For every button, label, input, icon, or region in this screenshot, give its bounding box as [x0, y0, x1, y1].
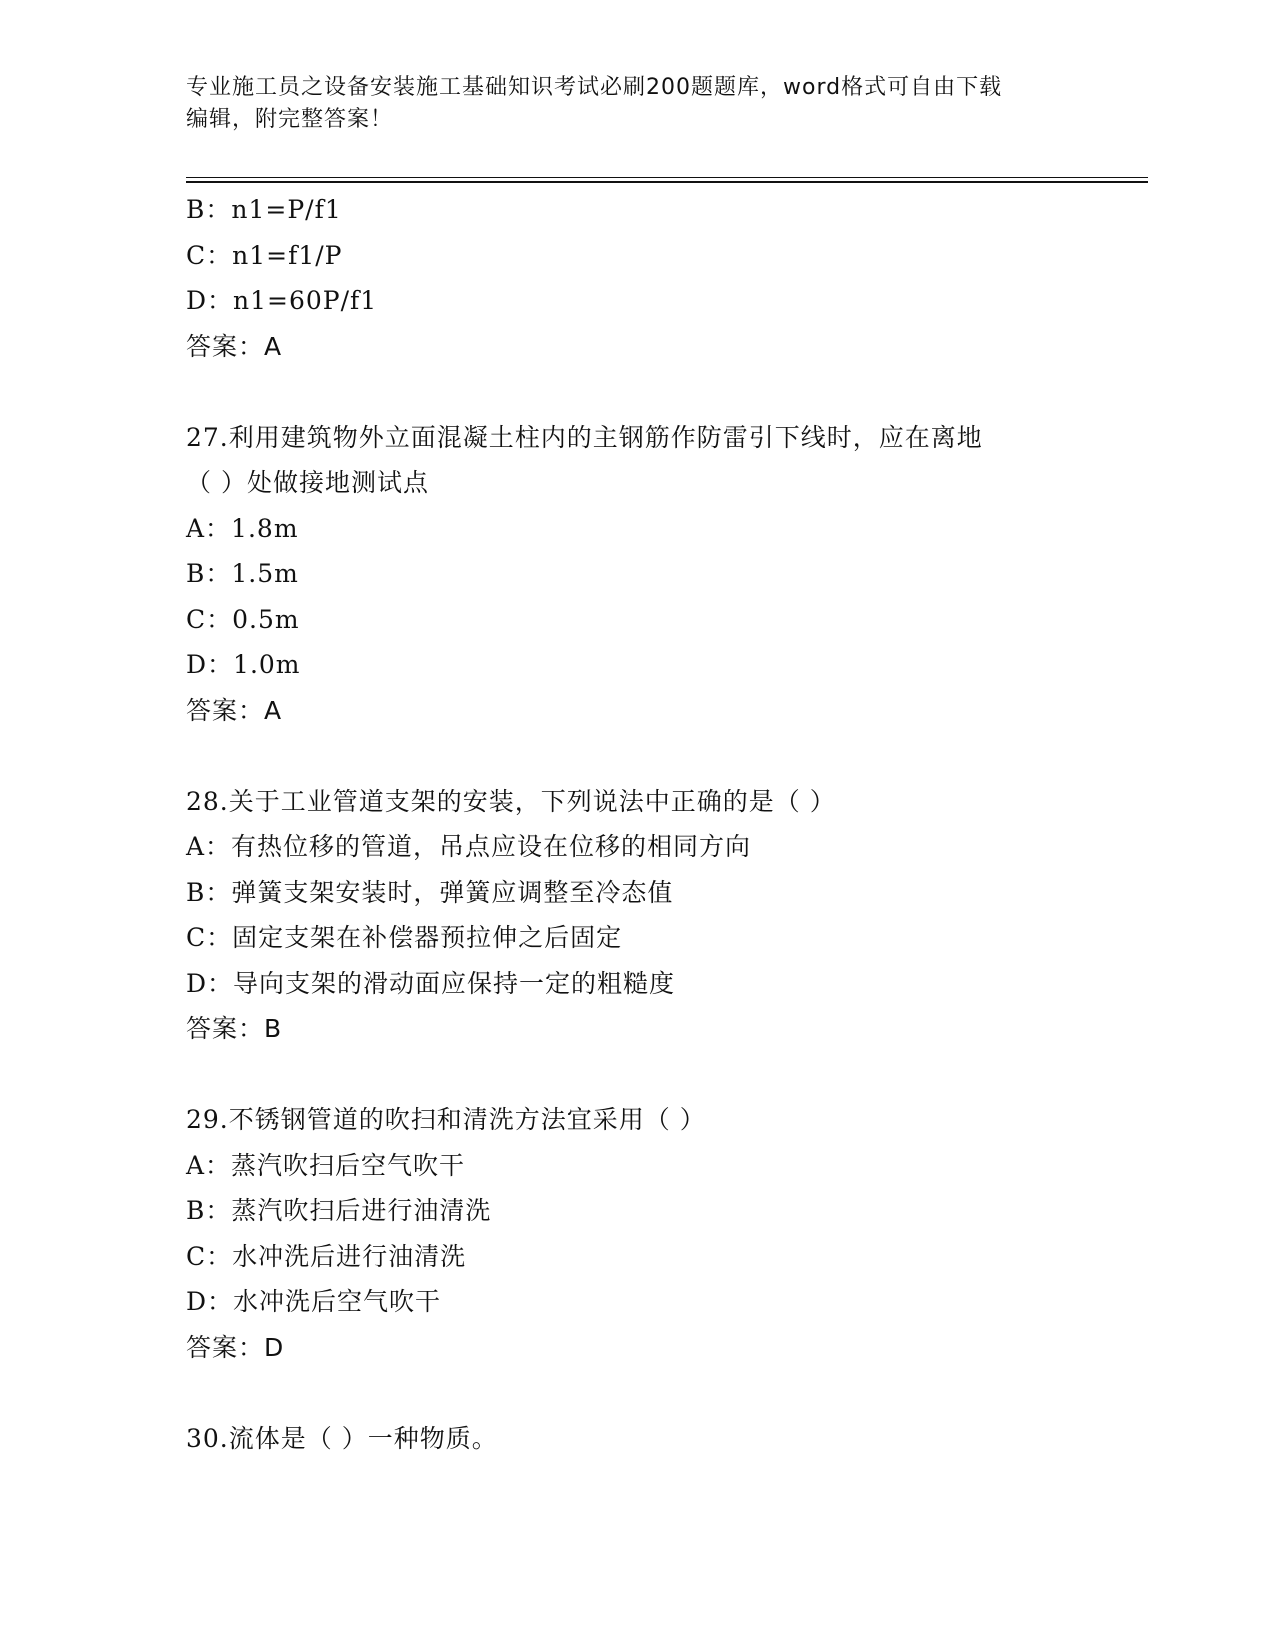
option-d: D：n1=60P/f1 — [186, 286, 378, 315]
option-d: D：导向支架的滑动面应保持一定的粗糙度 — [186, 968, 676, 998]
option-c: C：水冲洗后进行油清洗 — [186, 1241, 467, 1271]
answer-line: 答案：B — [186, 1014, 283, 1043]
question-spacer — [186, 369, 1086, 415]
option-a: A：蒸汽吹扫后空气吹干 — [186, 1150, 466, 1180]
question-26 — [186, 187, 1086, 369]
answer-line: 答案：A — [186, 331, 283, 361]
option-c: C：0.5m — [186, 604, 300, 634]
answer-line: 答案：A — [186, 695, 283, 725]
question-29 — [186, 1097, 1086, 1370]
question-stem: 27.利用建筑物外立面混凝土柱内的主钢筋作防雷引下线时，应在离地 — [186, 422, 983, 452]
header-divider-bottom — [186, 181, 1148, 183]
option-b: B：弹簧支架安装时，弹簧应调整至冷态值 — [186, 877, 674, 907]
question-27 — [186, 415, 1086, 734]
header-line-2: 编辑，附完整答案！ — [186, 107, 394, 132]
question-spacer — [186, 733, 1086, 779]
question-28 — [186, 779, 1086, 1052]
question-spacer — [186, 1052, 1086, 1098]
question-stem-continued: （ ）处做接地测试点 — [186, 468, 429, 497]
option-c: C：固定支架在补偿器预拉伸之后固定 — [186, 923, 623, 952]
option-b: B：1.5m — [186, 559, 299, 588]
answer-line: 答案：D — [186, 1332, 285, 1362]
question-stem: 29.不锈钢管道的吹扫和清洗方法宜采用（ ） — [186, 1105, 706, 1134]
option-a: A：1.8m — [186, 513, 299, 543]
option-b: B：n1=P/f1 — [186, 195, 342, 224]
header-line-1: 专业施工员之设备安装施工基础知识考试必刷200题题库，word格式可自由下载 — [186, 75, 1003, 100]
option-b: B：蒸汽吹扫后进行油清洗 — [186, 1196, 492, 1225]
question-30 — [186, 1416, 1086, 1462]
question-spacer — [186, 1370, 1086, 1416]
question-stem: 28.关于工业管道支架的安装，下列说法中正确的是（ ） — [186, 786, 836, 816]
header-divider-top — [186, 177, 1148, 178]
option-c: C：n1=f1/P — [186, 240, 343, 270]
option-d: D：水冲洗后空气吹干 — [186, 1287, 442, 1316]
question-list — [186, 187, 1086, 1461]
question-stem: 30.流体是（ ）一种物质。 — [186, 1423, 498, 1453]
option-d: D：1.0m — [186, 650, 301, 679]
option-a: A：有热位移的管道，吊点应设在位移的相同方向 — [186, 832, 752, 861]
document-header — [186, 72, 1066, 136]
